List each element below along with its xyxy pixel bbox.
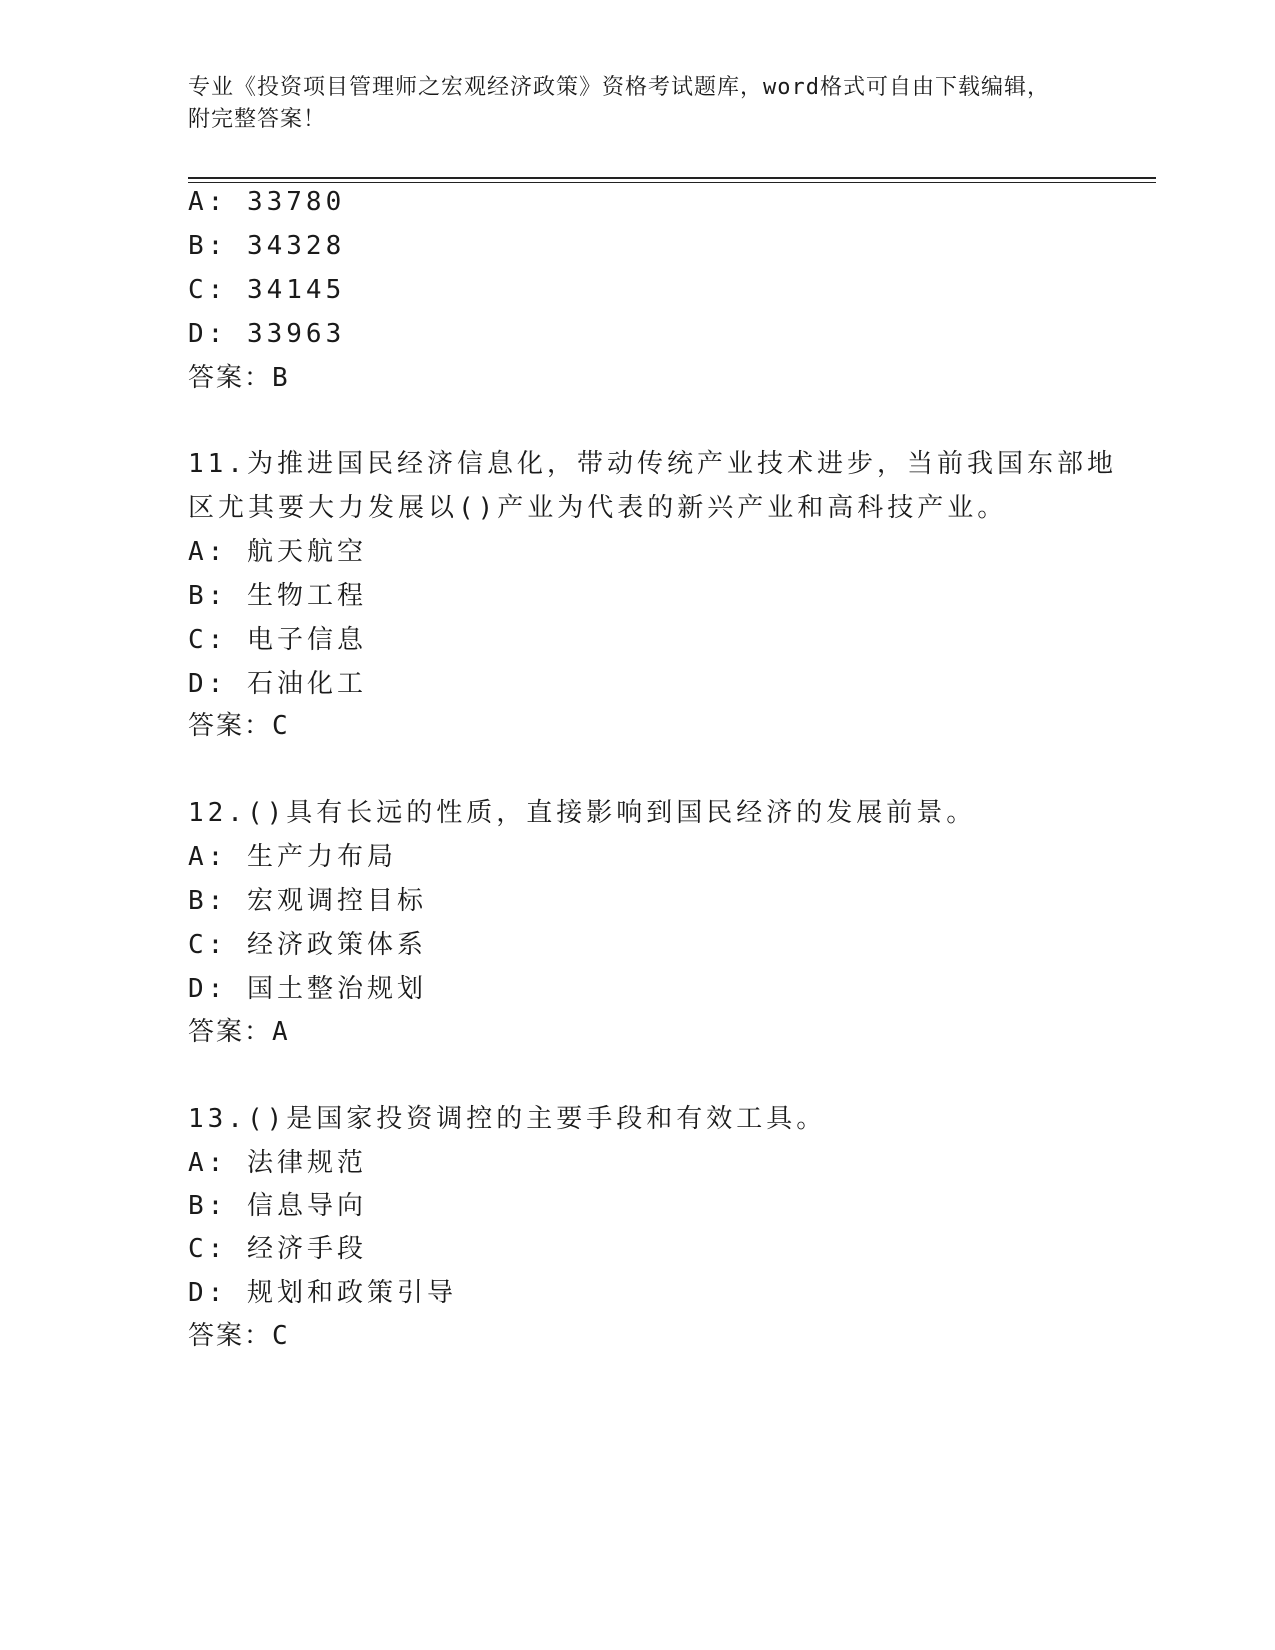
q11-option-d: D: 石油化工 xyxy=(188,669,367,699)
q10-option-d: D: 33963 xyxy=(188,319,346,349)
q11-stem-line2: 区尤其要大力发展以()产业为代表的新兴产业和高科技产业。 xyxy=(188,493,1008,523)
q13-stem: 13.()是国家投资调控的主要手段和有效工具。 xyxy=(188,1104,827,1134)
q10-answer: 答案：B xyxy=(188,363,290,393)
q10-option-a: A: 33780 xyxy=(188,187,346,217)
q13-option-c: C: 经济手段 xyxy=(188,1234,367,1264)
q12-answer: 答案：A xyxy=(188,1017,290,1047)
q12-option-c: C: 经济政策体系 xyxy=(188,930,427,960)
q11-option-c: C: 电子信息 xyxy=(188,625,367,655)
q10-option-b: B: 34328 xyxy=(188,231,346,261)
q13-option-d: D: 规划和政策引导 xyxy=(188,1278,457,1308)
q13-option-a: A: 法律规范 xyxy=(188,1148,367,1178)
q11-stem-line1: 11.为推进国民经济信息化，带动传统产业技术进步，当前我国东部地 xyxy=(188,449,1117,479)
q13-option-b: B: 信息导向 xyxy=(188,1191,367,1221)
q12-option-d: D: 国土整治规划 xyxy=(188,974,427,1004)
q12-stem: 12.()具有长远的性质，直接影响到国民经济的发展前景。 xyxy=(188,798,977,828)
document-header: 专业《投资项目管理师之宏观经济政策》资格考试题库，word格式可自由下载编辑，附完整答案！ xyxy=(188,75,1050,132)
q13-answer: 答案：C xyxy=(188,1321,290,1351)
q12-option-b: B: 宏观调控目标 xyxy=(188,886,427,916)
q11-option-b: B: 生物工程 xyxy=(188,581,367,611)
q10-option-c: C: 34145 xyxy=(188,275,346,305)
q11-option-a: A: 航天航空 xyxy=(188,537,367,567)
q12-option-a: A: 生产力布局 xyxy=(188,842,397,872)
header-divider-thick xyxy=(188,177,1156,179)
q11-answer: 答案：C xyxy=(188,711,290,741)
header-divider-thin xyxy=(188,182,1156,183)
